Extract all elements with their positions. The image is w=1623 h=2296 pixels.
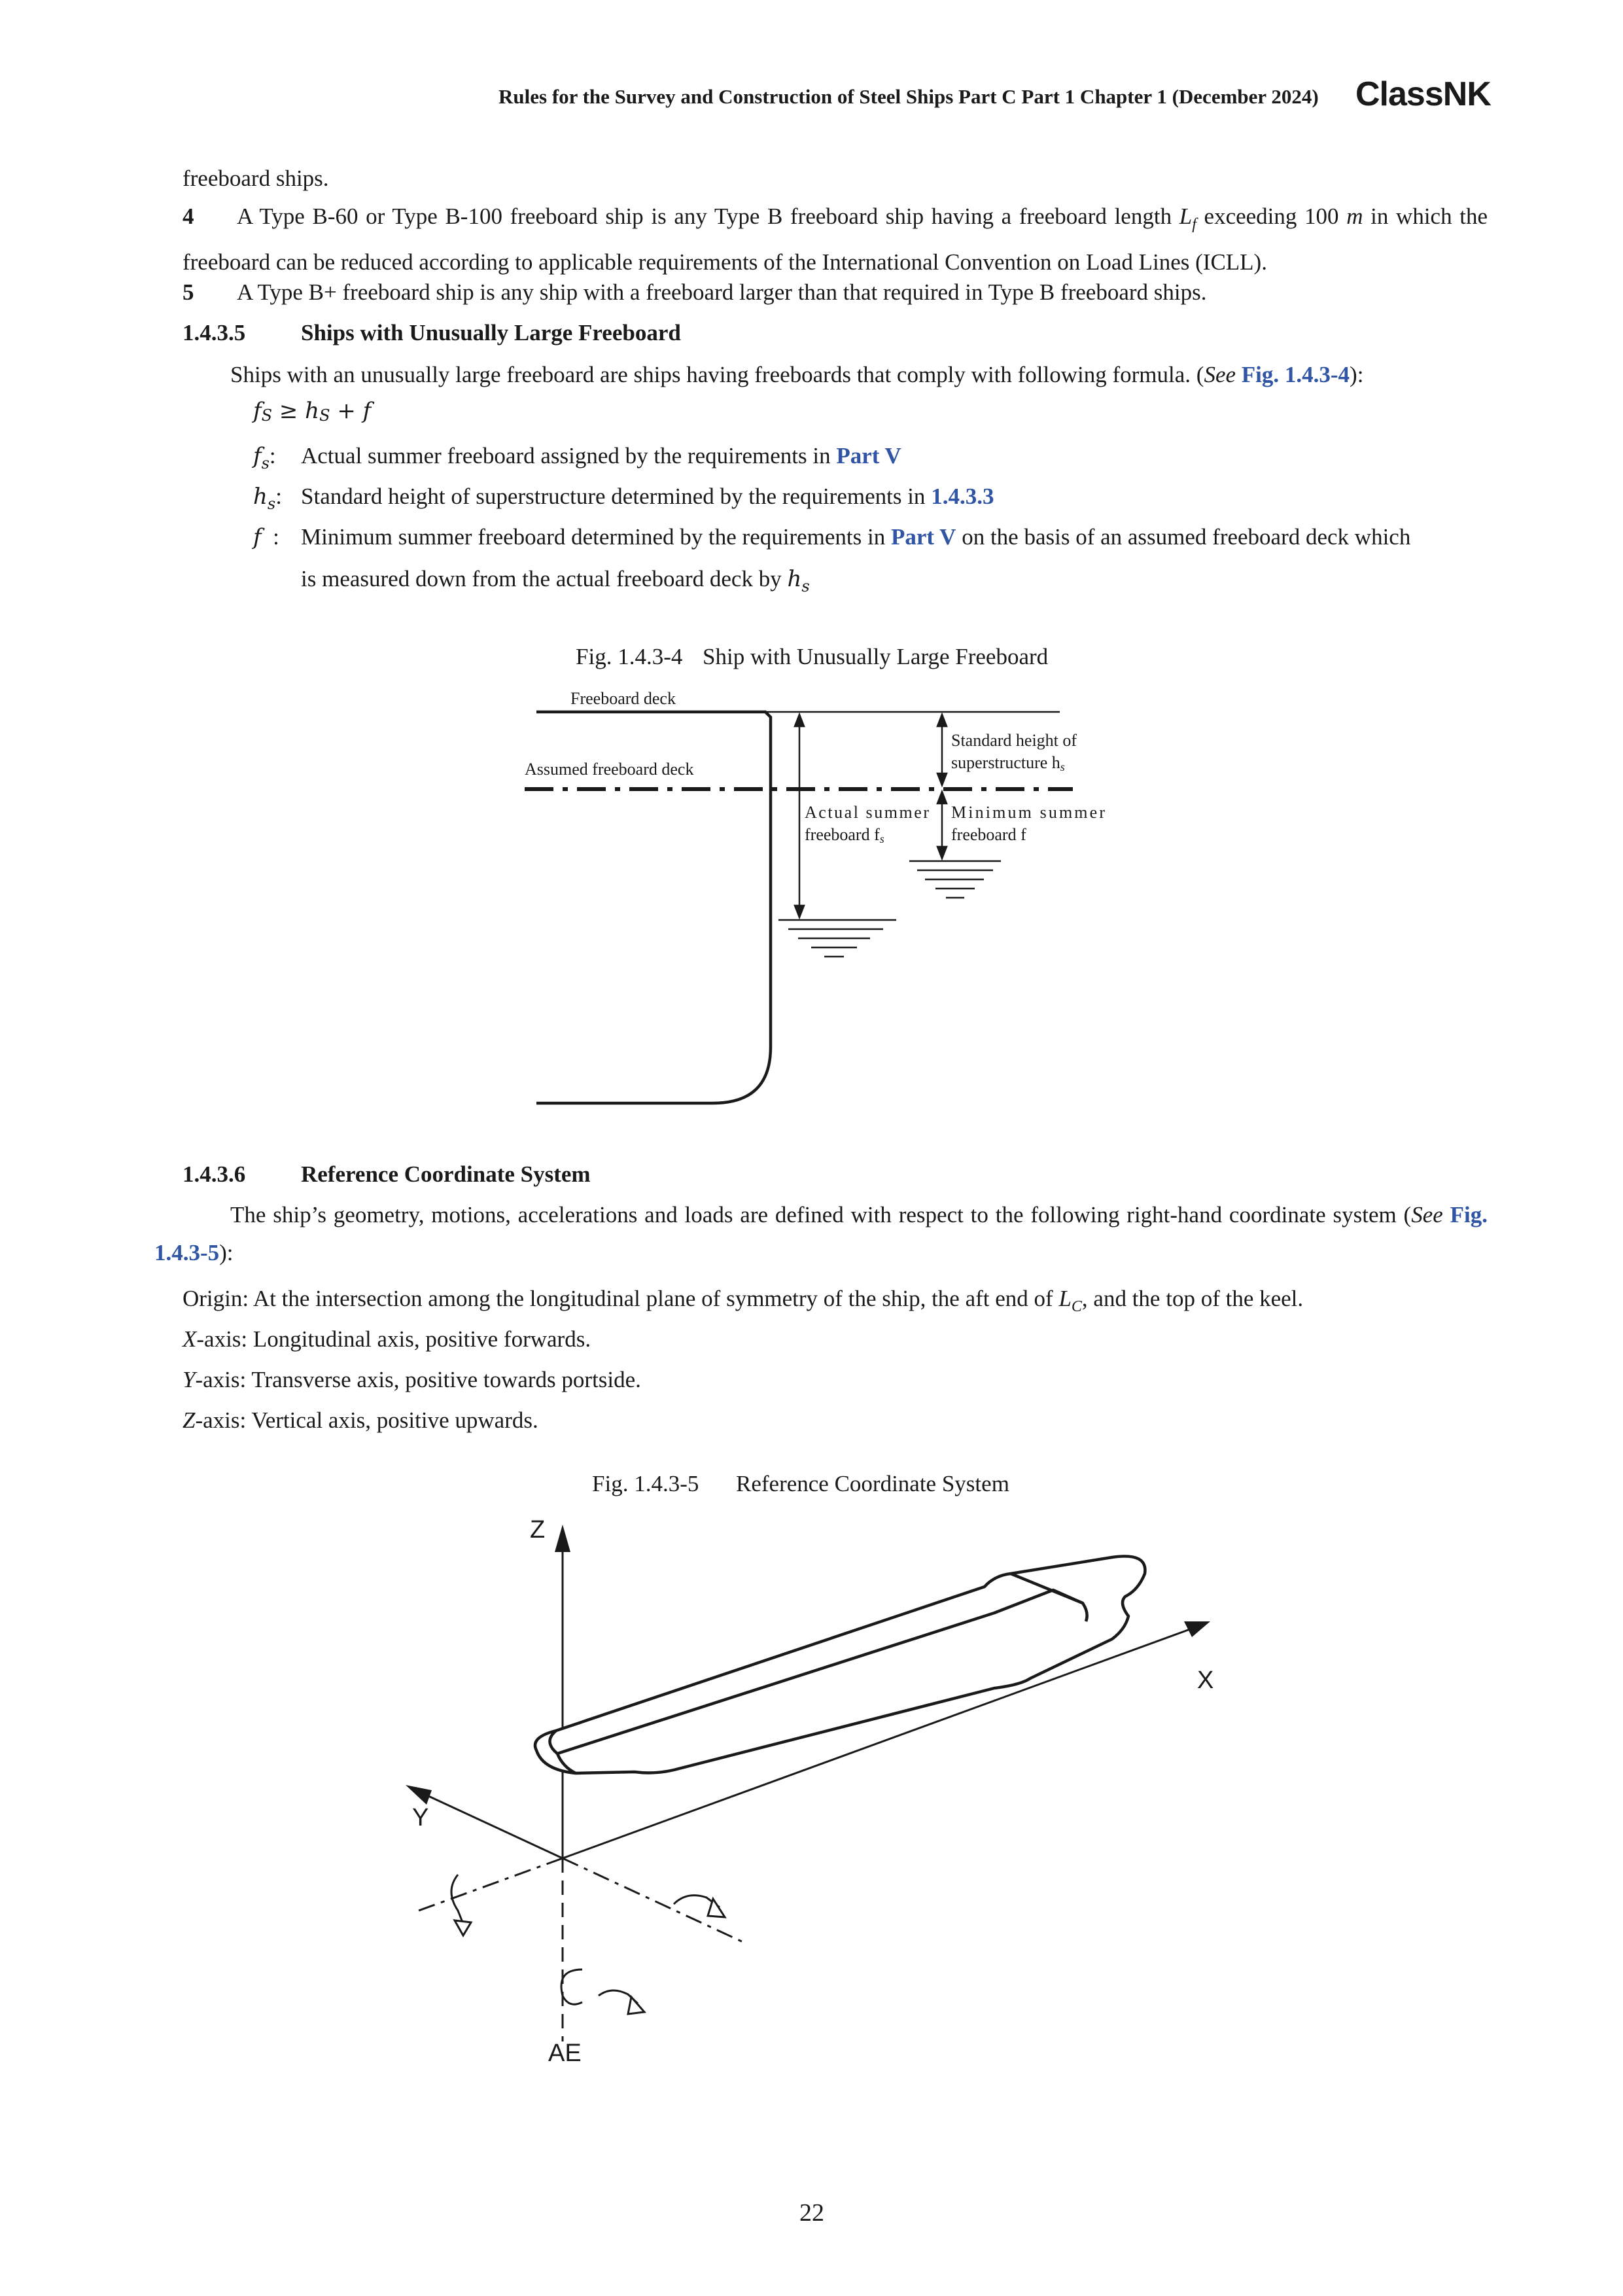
part-v-link-1[interactable]: Part V [836, 443, 901, 468]
def-f-continuation: is measured down from the actual freeboard deck by $h_s$ [301, 560, 810, 605]
continued-text: freeboard ships. [183, 166, 329, 191]
y-axis-definition: Y-axis: Transverse axis, positive towards portside. [183, 1367, 641, 1392]
page-number: 22 [799, 2199, 824, 2227]
section-number-1436: 1.4.3.6 [183, 1161, 246, 1187]
origin-definition: Origin: At the intersection among the longitudinal plane of symmetry of the ship, the aft end of $L_C$, and the top of the keel. [183, 1286, 1304, 1315]
def-hs-text: Standard height of superstructure determined by the requirements in 1.4.3.3 [301, 484, 994, 509]
def-fs-symbol [253, 437, 254, 475]
ae-label: AE [548, 2040, 582, 2061]
fig-1434-diagram [517, 680, 1171, 1112]
section-1436-body: The ship’s geometry, motions, accelerations and loads are defined with respect to the following right-hand coordinate system (See Fig. 1.4.3-5): [154, 1202, 1488, 1265]
yaw-rotation-arrow [561, 1969, 582, 2004]
y-axis [419, 1792, 563, 1858]
def-f-cont-symbol [787, 560, 788, 598]
std-height-label-2: superstructure hs [951, 753, 1065, 773]
fig-1435-link[interactable]: Fig. 1.4.3-5 [154, 1202, 1488, 1265]
assumed-deck-label: Assumed freeboard deck [525, 760, 694, 779]
fig-1434-caption-title: Ship with Unusually Large Freeboard [703, 644, 1049, 669]
para-number-5: 5 [183, 279, 194, 305]
y-axis-label: Y [412, 1804, 429, 1831]
minimum-freeboard-label-2: freeboard f [951, 825, 1026, 844]
section-number-1435: 1.4.3.5 [183, 320, 246, 345]
paragraph-5: A Type B+ freeboard ship is any ship with a freeboard larger than that required in Type B freeboard ships. [237, 279, 1207, 305]
freeboard-formula: $f_S \ge h_S + f$ [253, 398, 372, 425]
ref-1433-link[interactable]: 1.4.3.3 [931, 484, 994, 509]
def-fs-text: Actual summer freeboard assigned by the requirements in Part V [301, 443, 901, 468]
actual-freeboard-label-1: Actual summer [805, 803, 929, 822]
def-hs: $h_s$: [253, 478, 282, 523]
freeboard-deck-label: Freeboard deck [570, 689, 676, 708]
section-title-1436: Reference Coordinate System [301, 1161, 591, 1187]
classnk-logo: ClassNK [1355, 75, 1491, 113]
part-v-link-2[interactable]: Part V [890, 524, 956, 550]
fig-1434-link[interactable]: Fig. 1.4.3-4 [1241, 362, 1350, 387]
section-title-1435: Ships with Unusually Large Freeboard [301, 320, 681, 345]
section-1435-body: Ships with an unusually large freeboard are ships having freeboards that comply with following formula. (See Fig. 1.4.3-4): [230, 362, 1364, 387]
fig-1435-caption-number: Fig. 1.4.3-5 [592, 1471, 699, 1496]
actual-freeboard-label-2: freeboard fs [805, 825, 884, 845]
running-header: Rules for the Survey and Construction of Steel Ships Part C Part 1 Chapter 1 (December 2024) [498, 85, 1319, 108]
std-height-label-1: Standard height of [951, 731, 1077, 750]
roll-rotation-arrow [451, 1875, 463, 1924]
def-fs: $f_s$: [253, 437, 276, 482]
def-f-text: Minimum summer freeboard determined by the requirements in Part V on the basis of an assumed freeboard deck which [301, 524, 1411, 550]
minimum-freeboard-label-1: Minimum summer [951, 803, 1105, 822]
para-number-4: 4 [183, 203, 194, 229]
paragraph-4: A Type B-60 or Type B-100 freeboard ship is any Type B freeboard ship having a freeboard length $L_f$ exceeding 100 m in which the freeboard can be reduced according to applicable requirements of the International Convention on Load Lines (ICLL). [183, 203, 1488, 275]
fig-1435-diagram [366, 1498, 1269, 2061]
x-axis-definition: X-axis: Longitudinal axis, positive forwards. [183, 1326, 591, 1352]
z-axis-definition: Z-axis: Vertical axis, positive upwards. [183, 1407, 538, 1433]
def-f: f : [253, 524, 279, 550]
x-axis-label: X [1197, 1667, 1214, 1694]
def-hs-symbol [253, 478, 254, 516]
fig-1435-caption-title: Reference Coordinate System [736, 1471, 1009, 1496]
fig-1434-caption-number: Fig. 1.4.3-4 [576, 644, 683, 669]
z-axis-label: Z [530, 1516, 546, 1544]
